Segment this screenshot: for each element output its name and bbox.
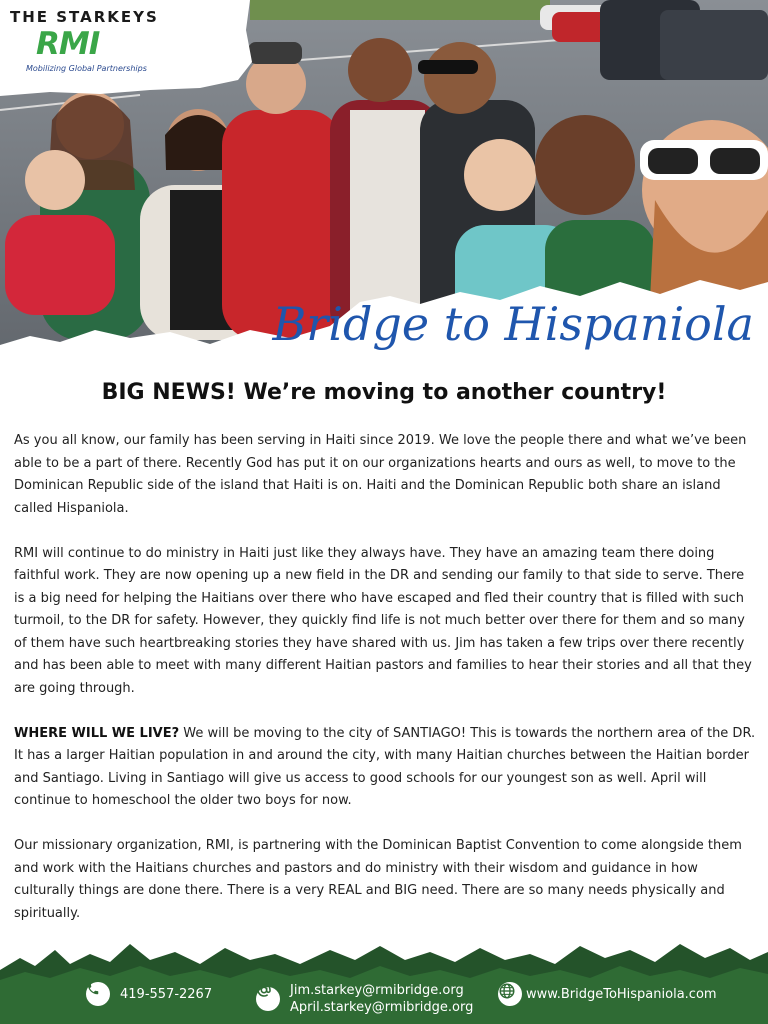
logo-tagline: Mobilizing Global Partnerships	[26, 64, 147, 73]
paragraph-2: RMI will continue to do ministry in Haiti just like they always have. They have an amazing team there doing faithful work. They are now opening up a new field in the DR and sending our family to that side to serve. There is a big need for helping the Haitians over there who have escaped and fled their country that is filled with such turmoil, to the DR for safety. However, they quickly find life is not much better over there for them and so many of them have such heartbreaking stories they have shared with us. Jim has taken a few trips over there recently and has been able to meet with many different Haitian pastors and families to hear their stories and all that they are going through.	[14, 545, 752, 696]
paragraph-3-text: We will be moving to the city of SANTIAGO! This is towards the northern area of the DR. It has a larger Haitian population in and around the city, with many Haitian churches between the Haitian border and Santiago. Living in Santiago will give us access to good schools for our youngest son as well. April will continue to homeschool the older two boys for now.	[14, 725, 756, 808]
email-april[interactable]: April.starkey@rmibridge.org	[290, 1000, 474, 1015]
globe-icon	[498, 982, 522, 1006]
phone-contact[interactable]	[86, 982, 212, 1006]
family-name: THE STARKEYS	[10, 8, 159, 26]
footer	[0, 930, 768, 1024]
website-contact[interactable]	[498, 982, 717, 1006]
paragraph-1: As you all know, our family has been serving in Haiti since 2019. We love the people there and what we’ve been able to be a part of there. Recently God has put it on our organizations hearts and ours as well, to move to the Dominican Republic side of the island that Haiti is on. Haiti and the Dominican Republic both share an island called Hispaniola.	[14, 433, 747, 516]
phone-icon	[86, 982, 110, 1006]
script-title: Bridge to Hispaniola	[272, 297, 754, 351]
brand-block	[0, 0, 250, 92]
website-link[interactable]: www.BridgeToHispaniola.com	[526, 986, 717, 1002]
article-body	[14, 430, 756, 948]
paragraph-3-lead: WHERE WILL WE LIVE?	[14, 725, 180, 741]
email-contact[interactable]	[256, 982, 473, 1016]
paragraph-3	[14, 723, 756, 813]
headline: BIG NEWS! We’re moving to another country!	[101, 380, 667, 405]
email-jim[interactable]: Jim.starkey@rmibridge.org	[290, 983, 464, 998]
at-icon	[256, 987, 280, 1011]
rmi-logo: RMI	[36, 26, 100, 62]
phone-number: 419-557-2267	[120, 986, 213, 1002]
paragraph-4: Our missionary organization, RMI, is partnering with the Dominican Baptist Convention to come alongside them and work with the Haitians churches and pastors and do ministry with their wisdom and guidance in how culturally things are done there. There is a very REAL and BIG need. There are so many needs physically and spiritually.	[14, 838, 742, 921]
